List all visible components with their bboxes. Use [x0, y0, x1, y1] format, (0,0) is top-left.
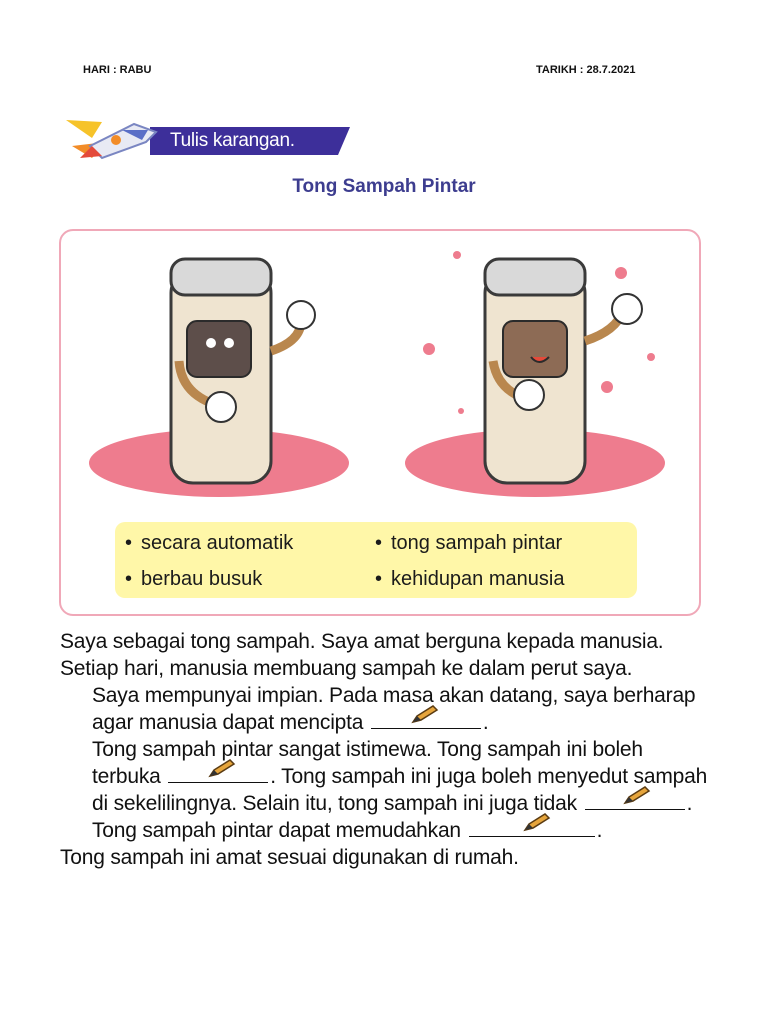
- answer-blank[interactable]: [371, 710, 481, 729]
- essay-text: [60, 628, 710, 871]
- pencil-icon: [208, 758, 236, 778]
- page-title: Tong Sampah Pintar: [292, 176, 476, 197]
- page-cutoff: [0, 926, 768, 1024]
- punctuation: .: [596, 819, 603, 842]
- paragraph-3: [60, 736, 710, 817]
- paragraph-3-text: Tong sampah pintar sangat istimewa. Tong sampah ini boleh terbuka: [92, 738, 643, 788]
- keyword-item: • kehidupan manusia: [365, 564, 625, 598]
- paragraph-3-text-cont: . Tong sampah ini juga boleh menyedut sampah di sekelilingnya. Selain itu, tong sampah ini juga tidak: [92, 765, 708, 815]
- paragraph-2-text: Saya mempunyai impian. Pada masa akan datang, saya berharap agar manusia dapat mencipta: [92, 684, 696, 734]
- keyword-item: • secara automatik: [115, 528, 365, 562]
- instruction-banner: [62, 112, 354, 164]
- answer-blank[interactable]: [469, 818, 595, 837]
- punctuation: .: [482, 711, 489, 734]
- keyword-box: [115, 522, 637, 598]
- keyword-item: • tong sampah pintar: [365, 528, 625, 562]
- pencil-icon: [623, 785, 651, 805]
- date-label: TARIKH : 28.7.2021: [536, 64, 636, 76]
- illustration-frame: [59, 229, 701, 616]
- pencil-icon: [523, 812, 551, 832]
- paragraph-1: Saya sebagai tong sampah. Saya amat berguna kepada manusia. Setiap hari, manusia membuang sampah ke dalam perut saya.: [60, 630, 664, 680]
- rocket-icon: [62, 112, 162, 164]
- paragraph-4: [60, 817, 710, 844]
- answer-blank[interactable]: [585, 791, 685, 810]
- paragraph-4-last-line: Tong sampah ini amat sesuai digunakan di rumah.: [60, 846, 519, 869]
- keyword-item: • berbau busuk: [115, 564, 365, 598]
- banner-label: Tulis karangan.: [170, 130, 295, 151]
- day-label: HARI : RABU: [83, 64, 152, 76]
- answer-blank[interactable]: [168, 764, 268, 783]
- punctuation: .: [686, 792, 693, 815]
- paragraph-4-text: Tong sampah pintar dapat memudahkan: [92, 819, 461, 842]
- paragraph-2: [60, 682, 710, 736]
- pencil-icon: [411, 704, 439, 724]
